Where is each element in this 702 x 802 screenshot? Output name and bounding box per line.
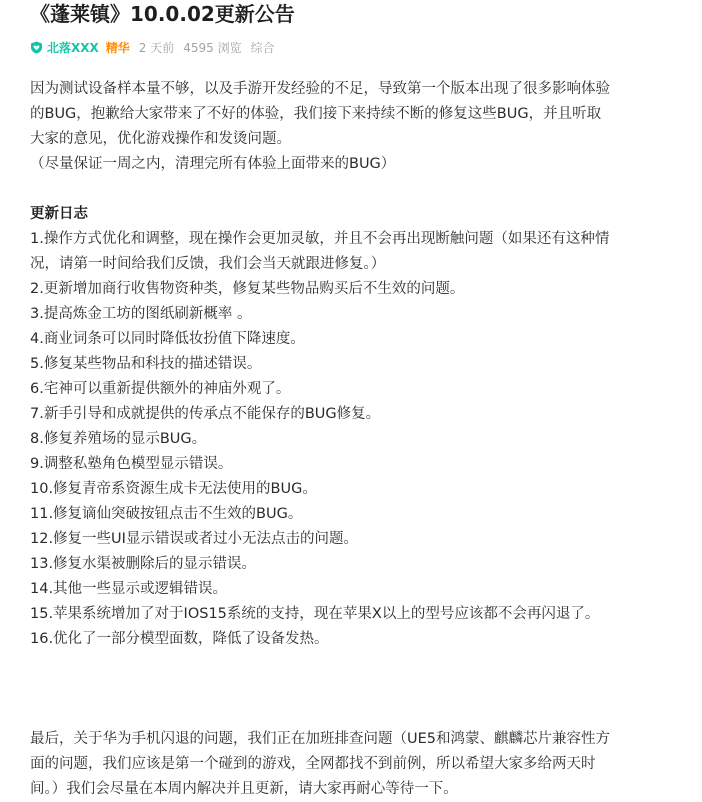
author-name-link[interactable]: 北落XXX — [47, 40, 99, 55]
changelog-item: 况，请第一时间给我们反馈，我们会当天就跟进修复。） — [30, 256, 386, 272]
intro-paragraph — [30, 77, 670, 177]
changelog-item: 10.修复青帝系资源生成卡无法使用的BUG。 — [30, 481, 317, 497]
changelog-item: 11.修复谪仙突破按钮点击不生效的BUG。 — [30, 506, 303, 522]
changelog-item: 3.提高炼金工坊的图纸刷新概率 。 — [30, 306, 252, 322]
intro-line: 的BUG，抱歉给大家带来了不好的体验，我们接下来持续不断的修复这些BUG，并且听取 — [30, 106, 602, 122]
post-meta — [30, 38, 284, 56]
changelog-item: 7.新手引导和成就提供的传承点不能保存的BUG修复。 — [30, 406, 381, 422]
changelog-item: 13.修复水渠被删除后的显示错误。 — [30, 556, 257, 572]
closing-line: 间。）我们会尽量在本周内解决并且更新，请大家再耐心等待一下。 — [30, 781, 458, 797]
changelog-item: 1.操作方式优化和调整，现在操作会更加灵敏，并且不会再出现断触问题（如果还有这种情 — [30, 231, 610, 247]
intro-line: 大家的意见，优化游戏操作和发烫问题。 — [30, 131, 291, 147]
category-link[interactable]: 综合 — [250, 40, 275, 55]
changelog-item: 4.商业词条可以同时降低妆扮值下降速度。 — [30, 331, 305, 347]
intro-line: 因为测试设备样本量不够，以及手游开发经验的不足，导致第一个版本出现了很多影响体验 — [30, 81, 610, 97]
heart-shield-icon — [30, 41, 43, 54]
changelog-item: 8.修复养殖场的显示BUG。 — [30, 431, 207, 447]
changelog-item: 9.调整私塾角色模型显示错误。 — [30, 456, 233, 472]
changelog-item: 16.优化了一部分模型面数，降低了设备发热。 — [30, 631, 329, 647]
changelog-item: 6.宅神可以重新提供额外的神庙外观了。 — [30, 381, 291, 397]
closing-paragraph — [30, 727, 670, 802]
changelog-list — [30, 227, 670, 652]
intro-line: （尽量保证一周之内，清理完所有体验上面带来的BUG） — [30, 156, 396, 172]
closing-line: 面的问题，我们应该是第一个碰到的游戏，全网都找不到前例，所以希望大家多给两天时 — [30, 756, 596, 772]
changelog-item: 12.修复一些UI显示错误或者过小无法点击的问题。 — [30, 531, 358, 547]
view-count: 4595 浏览 — [183, 40, 242, 55]
changelog-item: 5.修复某些物品和科技的描述错误。 — [30, 356, 262, 372]
changelog-item: 2.更新增加商行收售物资种类，修复某些物品购买后不生效的问题。 — [30, 281, 465, 297]
changelog-heading: 更新日志 — [30, 206, 88, 222]
post-time: 2 天前 — [138, 40, 175, 55]
changelog-item: 15.苹果系统增加了对于IOS15系统的支持，现在苹果X以上的型号应该都不会再闪退了。 — [30, 606, 600, 622]
closing-line: 最后，关于华为手机闪退的问题，我们正在加班排查问题（UE5和鸿蒙、麒麟芯片兼容性方 — [30, 731, 610, 747]
featured-badge: 精华 — [105, 40, 130, 55]
post-title: 《蓬莱镇》10.0.02更新公告 — [30, 2, 295, 26]
changelog-item: 14.其他一些显示或逻辑错误。 — [30, 581, 228, 597]
